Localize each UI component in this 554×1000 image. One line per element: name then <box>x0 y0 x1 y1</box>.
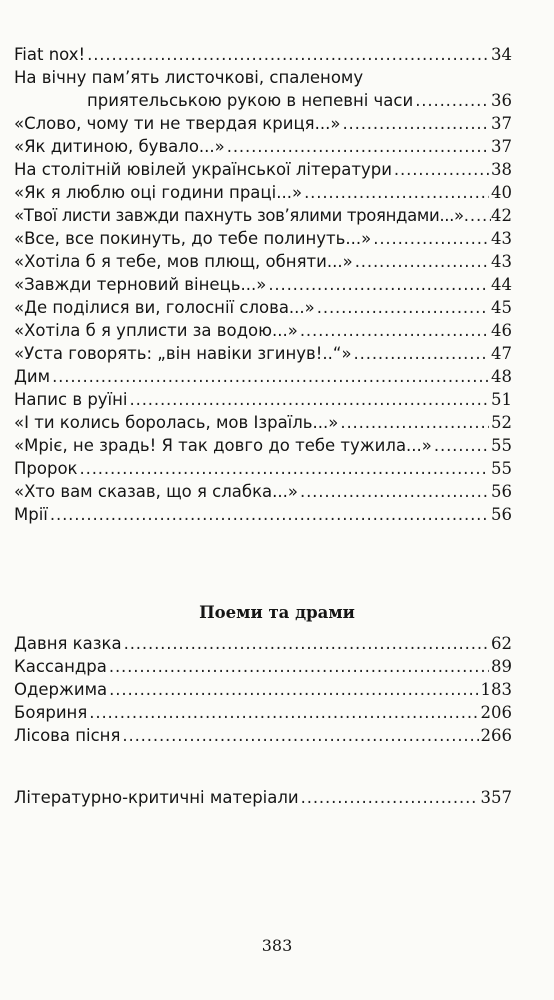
page-number: 357 <box>480 788 512 807</box>
toc-entry[interactable] <box>14 388 512 411</box>
poems-dramas-list <box>14 632 512 747</box>
page-number: 37 <box>491 137 512 156</box>
toc-entry[interactable] <box>14 66 512 112</box>
toc-entry[interactable] <box>14 678 512 701</box>
table-of-contents <box>14 43 512 526</box>
entry-title: Кассандра <box>14 657 107 676</box>
page-number: 56 <box>491 505 512 524</box>
dot-leader <box>227 135 489 158</box>
entry-title: «Хто вам сказав, що я слабка...» <box>14 482 298 501</box>
toc-entry[interactable] <box>14 158 512 181</box>
entry-title: Бояриня <box>14 703 88 722</box>
entry-title-line2-row <box>14 89 512 112</box>
dot-leader <box>434 434 489 457</box>
toc-entry[interactable] <box>14 296 512 319</box>
entry-title: «Завжди терновий вінець...» <box>14 275 267 294</box>
dot-leader <box>130 388 489 411</box>
toc-entry[interactable] <box>14 204 512 227</box>
page-number: 34 <box>491 45 512 64</box>
entry-title: «Слово, чому ти не твердая криця...» <box>14 114 341 133</box>
page-number: 52 <box>491 413 512 432</box>
dot-leader <box>80 457 489 480</box>
materials-list <box>14 786 512 809</box>
page-number: 44 <box>491 275 512 294</box>
dot-leader <box>301 786 479 809</box>
section-heading: Поеми та драми <box>199 603 355 622</box>
entry-title-line1: На вічну пам’ять листочкові, спаленому <box>14 68 364 87</box>
page-number: 56 <box>491 482 512 501</box>
toc-entry[interactable] <box>14 701 512 724</box>
page-number: 38 <box>491 160 512 179</box>
page-number: 206 <box>480 703 512 722</box>
entry-title: «Хотіла б я уплисти за водою...» <box>14 321 298 340</box>
page-number: 47 <box>491 344 512 363</box>
entry-title-line2: приятельською рукою в непевні часи <box>87 91 414 110</box>
toc-entry[interactable] <box>14 227 512 250</box>
dot-leader <box>89 701 478 724</box>
toc-entry[interactable] <box>14 342 512 365</box>
entry-title: Давня казка <box>14 634 122 653</box>
dot-leader <box>354 342 489 365</box>
dot-leader <box>300 480 489 503</box>
page-number: 43 <box>491 252 512 271</box>
dot-leader <box>124 632 489 655</box>
entry-title: На столітній ювілей української літератури <box>14 160 392 179</box>
page-number: 266 <box>480 726 512 745</box>
dot-leader <box>304 181 489 204</box>
toc-entry[interactable] <box>14 43 512 66</box>
entry-title: «Уста говорять: „він навіки згинув!..“» <box>14 344 352 363</box>
entry-title: Лісова пісня <box>14 726 121 745</box>
dot-leader <box>122 724 478 747</box>
page-number: 55 <box>491 459 512 478</box>
entry-title: «Хотіла б я тебе, мов плющ, обняти...» <box>14 252 353 271</box>
toc-entry[interactable] <box>14 250 512 273</box>
dot-leader <box>268 273 489 296</box>
toc-entry[interactable] <box>14 135 512 158</box>
dot-leader <box>50 503 489 526</box>
dot-leader <box>342 112 489 135</box>
toc-entry[interactable] <box>14 457 512 480</box>
dot-leader <box>109 655 489 678</box>
page-folio: 383 <box>261 936 293 955</box>
dot-leader <box>87 43 489 66</box>
dot-leader <box>464 204 491 227</box>
toc-entry[interactable] <box>14 319 512 342</box>
dot-leader <box>415 89 489 112</box>
page-number: 62 <box>491 634 512 653</box>
toc-entry[interactable] <box>14 786 512 809</box>
entry-title: «І ти колись боролась, мов Ізраїль...» <box>14 413 339 432</box>
entry-title: «Твої листи завжди пахнуть зов’ялими трояндами...» <box>14 206 464 225</box>
toc-entry[interactable] <box>14 503 512 526</box>
page-number: 45 <box>491 298 512 317</box>
page-number: 37 <box>491 114 512 133</box>
toc-entry[interactable] <box>14 655 512 678</box>
entry-title: «Все, все покинуть, до тебе полинуть...» <box>14 229 372 248</box>
toc-entry[interactable] <box>14 273 512 296</box>
entry-title: Напис в руїні <box>14 390 128 409</box>
toc-entry[interactable] <box>14 434 512 457</box>
entry-title: «Де поділися ви, голоснії слова...» <box>14 298 315 317</box>
entry-title: Одержима <box>14 680 108 699</box>
dot-leader <box>300 319 489 342</box>
page-number: 89 <box>491 657 512 676</box>
toc-entry[interactable] <box>14 365 512 388</box>
entry-title: Пророк <box>14 459 78 478</box>
page-number: 183 <box>480 680 512 699</box>
dot-leader <box>109 678 478 701</box>
dot-leader <box>52 365 489 388</box>
entry-title: «Як дитиною, бувало...» <box>14 137 225 156</box>
page-number: 48 <box>491 367 512 386</box>
dot-leader <box>340 411 489 434</box>
page-number: 42 <box>491 206 512 225</box>
toc-entry[interactable] <box>14 181 512 204</box>
page-number: 43 <box>491 229 512 248</box>
entry-title: Літературно-критичні матеріали <box>14 788 299 807</box>
entry-title: «Як я люблю оці години праці...» <box>14 183 303 202</box>
page-number: 40 <box>491 183 512 202</box>
toc-entry[interactable] <box>14 632 512 655</box>
dot-leader <box>317 296 489 319</box>
toc-entry[interactable] <box>14 480 512 503</box>
page-number: 46 <box>491 321 512 340</box>
dot-leader <box>394 158 489 181</box>
entry-title: Мрії <box>14 505 48 524</box>
entry-title: Дим <box>14 367 51 386</box>
entry-title: «Мріє, не зрадь! Я так довго до тебе тужила...» <box>14 436 432 455</box>
entry-title: Fiat nox! <box>14 45 86 64</box>
dot-leader <box>373 227 489 250</box>
toc-entry[interactable] <box>14 724 512 747</box>
page-number: 36 <box>491 91 512 110</box>
toc-entry[interactable] <box>14 112 512 135</box>
toc-entry[interactable] <box>14 411 512 434</box>
page-number: 51 <box>491 390 512 409</box>
page-number: 55 <box>491 436 512 455</box>
dot-leader <box>355 250 489 273</box>
